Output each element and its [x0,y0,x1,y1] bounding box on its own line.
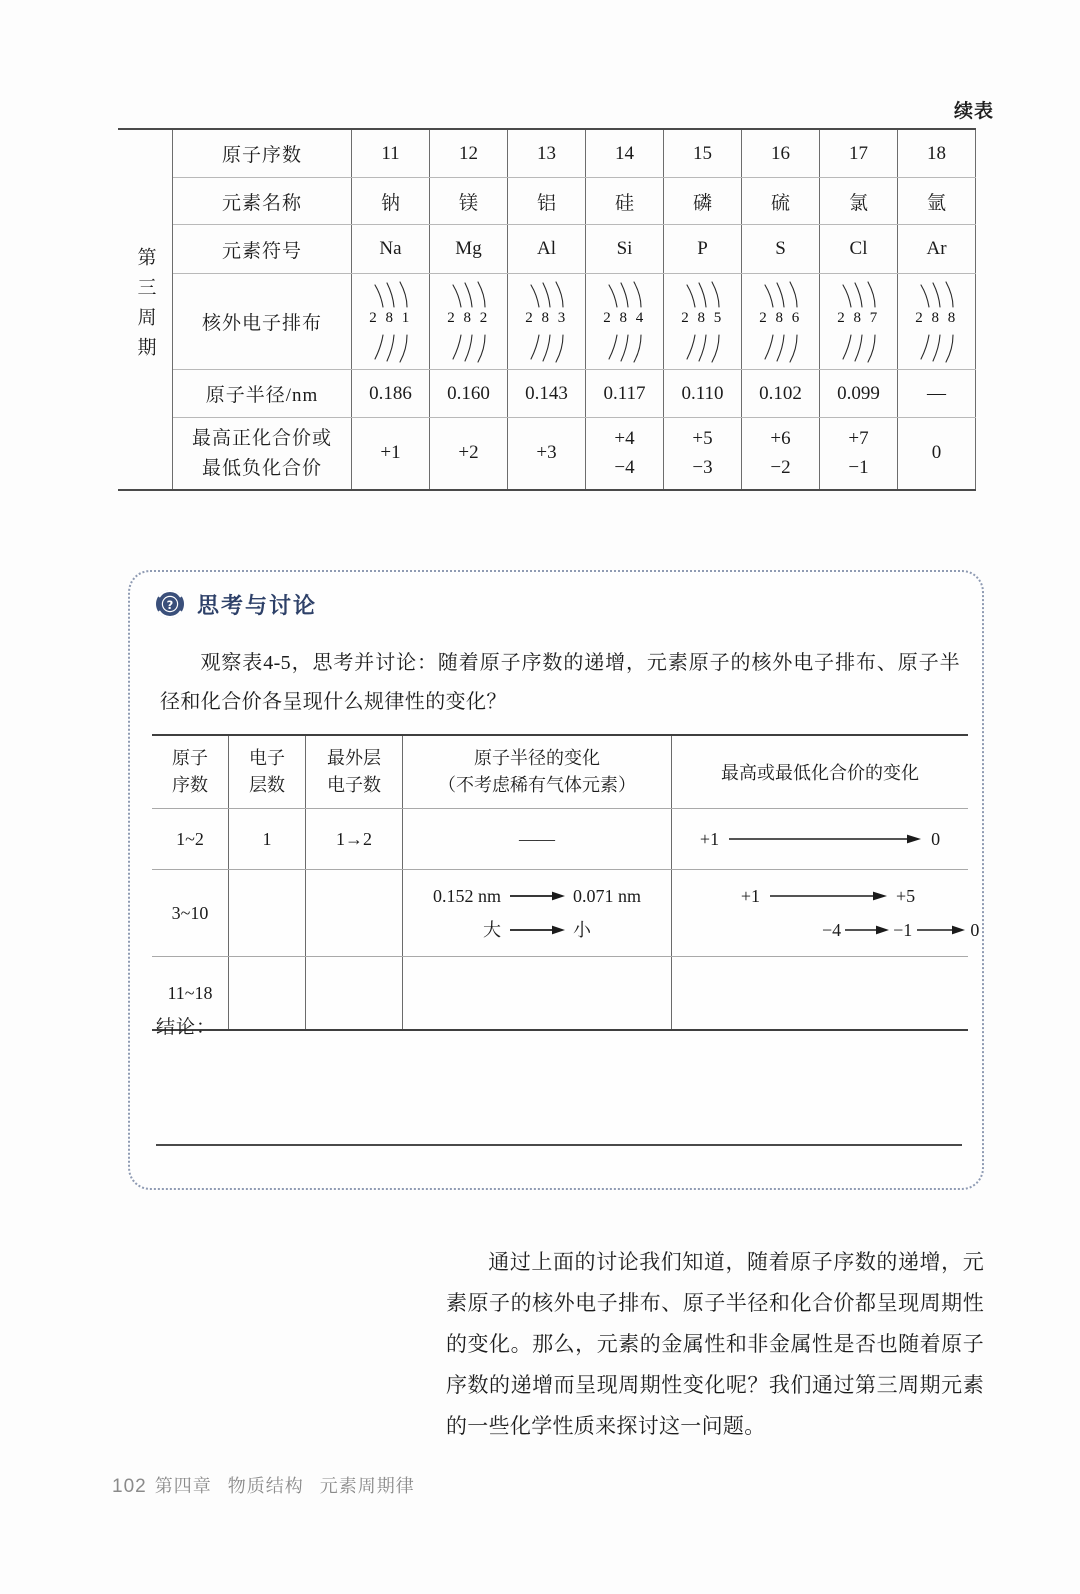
worksheet-cell-radius[interactable] [403,870,672,957]
continued-table-label: 续表 [953,101,994,122]
row-header-valence-line1: 最高正化合价或 [191,428,332,450]
electron-shell-icon [831,279,887,365]
body-line4: 序数的递增而呈现周期性变化呢？我们通过第三周期元素 [446,1372,984,1397]
worksheet-cell-radius[interactable] [403,957,672,1031]
body-line2: 素原子的核外电子排布、原子半径和化合价都呈现周期性 [446,1290,984,1315]
valence-negative: −4 [614,456,635,478]
table-row-element-name [118,178,976,225]
cell-element-symbol: S [742,225,820,274]
cell-element-symbol: Mg [430,225,508,274]
electron-shell-icon [363,279,419,365]
row-header-valence-line2: 最低负化合价 [201,457,322,479]
valence-positive: +1 [380,442,401,464]
cell-element-name: 钠 [352,178,430,225]
row-header-element-symbol: 元素符号 [173,225,352,274]
table-row-atomic-radius [118,370,976,418]
cell-atomic-number: 18 [898,129,976,178]
cell-atomic-radius: 0.143 [508,370,586,418]
page-footer [112,1472,415,1498]
cell-atomic-radius: 0.160 [430,370,508,418]
radius-to: 0.071 nm [573,885,642,906]
valence-positive: +5 [692,428,713,449]
radius-from: 0.152 nm [432,885,501,906]
body-line5: 的一些化学性质来探讨这一问题。 [446,1413,766,1438]
electron-shell-numbers: 2 8 7 [837,309,880,326]
worksheet-header-line: 电子数 [327,775,381,795]
valence-negative: −1 [848,456,869,478]
worksheet-row [152,957,968,1031]
cell-atomic-number: 11 [352,129,430,178]
footer-chapter: 第四章 [154,1476,212,1496]
arrow-right-icon [508,890,566,902]
valence-positive: +7 [848,428,869,449]
cell-valence [352,418,430,491]
worksheet-row [152,809,968,870]
worksheet-header-line: 电子 [249,748,285,768]
period3-table [118,128,970,491]
electron-shell-numbers: 2 8 3 [525,309,568,326]
table-row-electron-arrangement [118,274,976,370]
worksheet-header-row [152,735,968,809]
worksheet-cell-shells[interactable]: 1 [229,809,306,870]
question-badge-icon [154,588,186,620]
cell-atomic-number: 15 [664,129,742,178]
valence-neg-c: 0 [970,920,980,940]
cell-electron-arrangement [820,274,898,370]
radius-size-from: 大 [483,920,501,940]
electron-shell-numbers: 2 8 6 [759,309,802,326]
cell-valence [586,418,664,491]
conclusion-label: 结论： [156,1017,217,1038]
worksheet-header-outer-electrons [306,735,403,809]
cell-atomic-radius: 0.186 [352,370,430,418]
electron-shell-icon [909,279,965,365]
cell-valence [820,418,898,491]
cell-element-name: 硅 [586,178,664,225]
cell-element-name: 氯 [820,178,898,225]
period-label: 第三周期 [134,246,156,367]
valence-to: 0 [931,828,941,849]
cell-valence [742,418,820,491]
row-header-element-name: 元素名称 [173,178,352,225]
discuss-header [154,588,317,620]
cell-electron-arrangement [508,274,586,370]
arrow-right-icon [916,924,966,936]
electron-shell-icon [753,279,809,365]
valence-positive: +4 [614,428,635,449]
table-row-valence [118,418,976,491]
cell-atomic-number: 16 [742,129,820,178]
discuss-paragraph-line2: 子半径和化合价各呈现什么规律性的变化？ [160,652,960,713]
cell-valence [664,418,742,491]
cell-element-symbol: Ar [898,225,976,274]
valence-from: +1 [740,885,760,906]
cell-atomic-radius: 0.099 [820,370,898,418]
row-header-atomic-number: 原子序数 [173,129,352,178]
valence-negative: −2 [770,456,791,478]
valence-positive: +6 [770,428,791,449]
arrow-right-icon [768,890,888,902]
body-line3: 的变化。那么，元素的金属性和非金属性是否也随着原子 [446,1331,984,1356]
electron-shell-numbers: 2 8 5 [681,309,724,326]
worksheet-cell-range: 3~10 [152,870,229,957]
worksheet-row [152,870,968,957]
cell-electron-arrangement [742,274,820,370]
electron-shell-numbers: 2 8 8 [915,309,958,326]
worksheet-cell-valence[interactable] [672,809,969,870]
valence-positive: +2 [458,442,479,464]
worksheet-cell-radius[interactable] [403,809,672,870]
body-line1: 通过上面的讨论我们知道，随着原子序数的递增，元 [488,1250,984,1274]
cell-atomic-number: 13 [508,129,586,178]
worksheet-cell-shells[interactable] [229,957,306,1031]
table-row-element-symbol [118,225,976,274]
cell-element-symbol: Si [586,225,664,274]
worksheet-header-line: 序数 [172,775,208,795]
electron-shell-numbers: 2 8 4 [603,309,646,326]
cell-atomic-radius: — [898,370,976,418]
worksheet-cell-range: 11~18 [152,957,229,1031]
period-label-cell [118,129,173,490]
electron-shell-icon [597,279,653,365]
cell-electron-arrangement [430,274,508,370]
conclusion-writing-line[interactable] [156,1144,962,1146]
cell-atomic-number: 14 [586,129,664,178]
cell-electron-arrangement [586,274,664,370]
radius-dash: —— [519,828,555,849]
cell-electron-arrangement [352,274,430,370]
worksheet-header-line: 最外层 [327,748,381,768]
cell-electron-arrangement [898,274,976,370]
cell-atomic-radius: 0.102 [742,370,820,418]
valence-positive: +3 [536,442,557,464]
cell-atomic-number: 17 [820,129,898,178]
worksheet-header-shell-count [229,735,306,809]
row-header-electron-arrangement: 核外电子排布 [173,274,352,370]
worksheet-header-line: 原子 [172,748,208,768]
worksheet-header-line: 层数 [249,775,285,795]
electron-shell-icon [519,279,575,365]
worksheet-cell-valence[interactable] [672,870,980,957]
worksheet-cell-valence[interactable] [672,957,969,1031]
valence-from: +1 [699,828,720,849]
worksheet-table [152,734,980,1031]
row-header-valence [173,418,352,491]
valence-positive: 0 [931,442,942,464]
worksheet-cell-outer[interactable] [306,870,403,957]
worksheet-cell-outer[interactable]: 1→2 [306,809,403,870]
worksheet-header-line: （不考虑稀有气体元素） [438,775,636,795]
arrow-right-icon [844,924,890,936]
radius-size-to: 小 [573,920,591,940]
worksheet-header-valence-change: 最高或最低化合价的变化 [672,735,969,809]
cell-electron-arrangement [664,274,742,370]
footer-page-number: 102 [112,1476,147,1497]
valence-to: +5 [896,885,916,906]
electron-shell-icon [675,279,731,365]
body-paragraph [446,1242,984,1447]
discuss-paragraph [160,644,960,722]
valence-neg-a: −4 [822,920,842,940]
cell-valence [898,418,976,491]
discuss-title: 思考与讨论 [197,593,318,619]
worksheet-header-atomic-number [152,735,229,809]
cell-element-name: 氩 [898,178,976,225]
valence-neg-b: −1 [893,920,913,940]
valence-negative: −3 [692,456,713,478]
worksheet-header-line: 原子半径的变化 [474,748,600,768]
cell-element-symbol: Cl [820,225,898,274]
worksheet-cell-shells[interactable] [229,870,306,957]
worksheet-cell-range: 1~2 [152,809,229,870]
cell-element-name: 镁 [430,178,508,225]
svg-text:?: ? [166,598,174,612]
cell-element-name: 铝 [508,178,586,225]
cell-atomic-number: 12 [430,129,508,178]
cell-valence [430,418,508,491]
arrow-right-icon [508,924,566,936]
think-and-discuss-box [128,570,984,1190]
electron-shell-numbers: 2 8 1 [369,309,412,326]
worksheet-cell-outer[interactable] [306,957,403,1031]
cell-element-symbol: Na [352,225,430,274]
footer-section-2: 元素周期律 [319,1476,415,1496]
electron-shell-icon [441,279,497,365]
cell-element-symbol: Al [508,225,586,274]
cell-element-name: 磷 [664,178,742,225]
arrow-right-icon [727,833,923,845]
discuss-paragraph-line1: 观察表4-5，思考并讨论：随着原子序数的递增，元素原子的核外电子排布、原 [200,652,919,674]
worksheet-header-radius-change [403,735,672,809]
cell-atomic-radius: 0.117 [586,370,664,418]
table-row-atomic-number [118,129,976,178]
cell-element-name: 硫 [742,178,820,225]
electron-shell-numbers: 2 8 2 [447,309,490,326]
cell-atomic-radius: 0.110 [664,370,742,418]
footer-section-1: 物质结构 [227,1476,304,1496]
row-header-atomic-radius: 原子半径/nm [173,370,352,418]
cell-valence [508,418,586,491]
cell-element-symbol: P [664,225,742,274]
